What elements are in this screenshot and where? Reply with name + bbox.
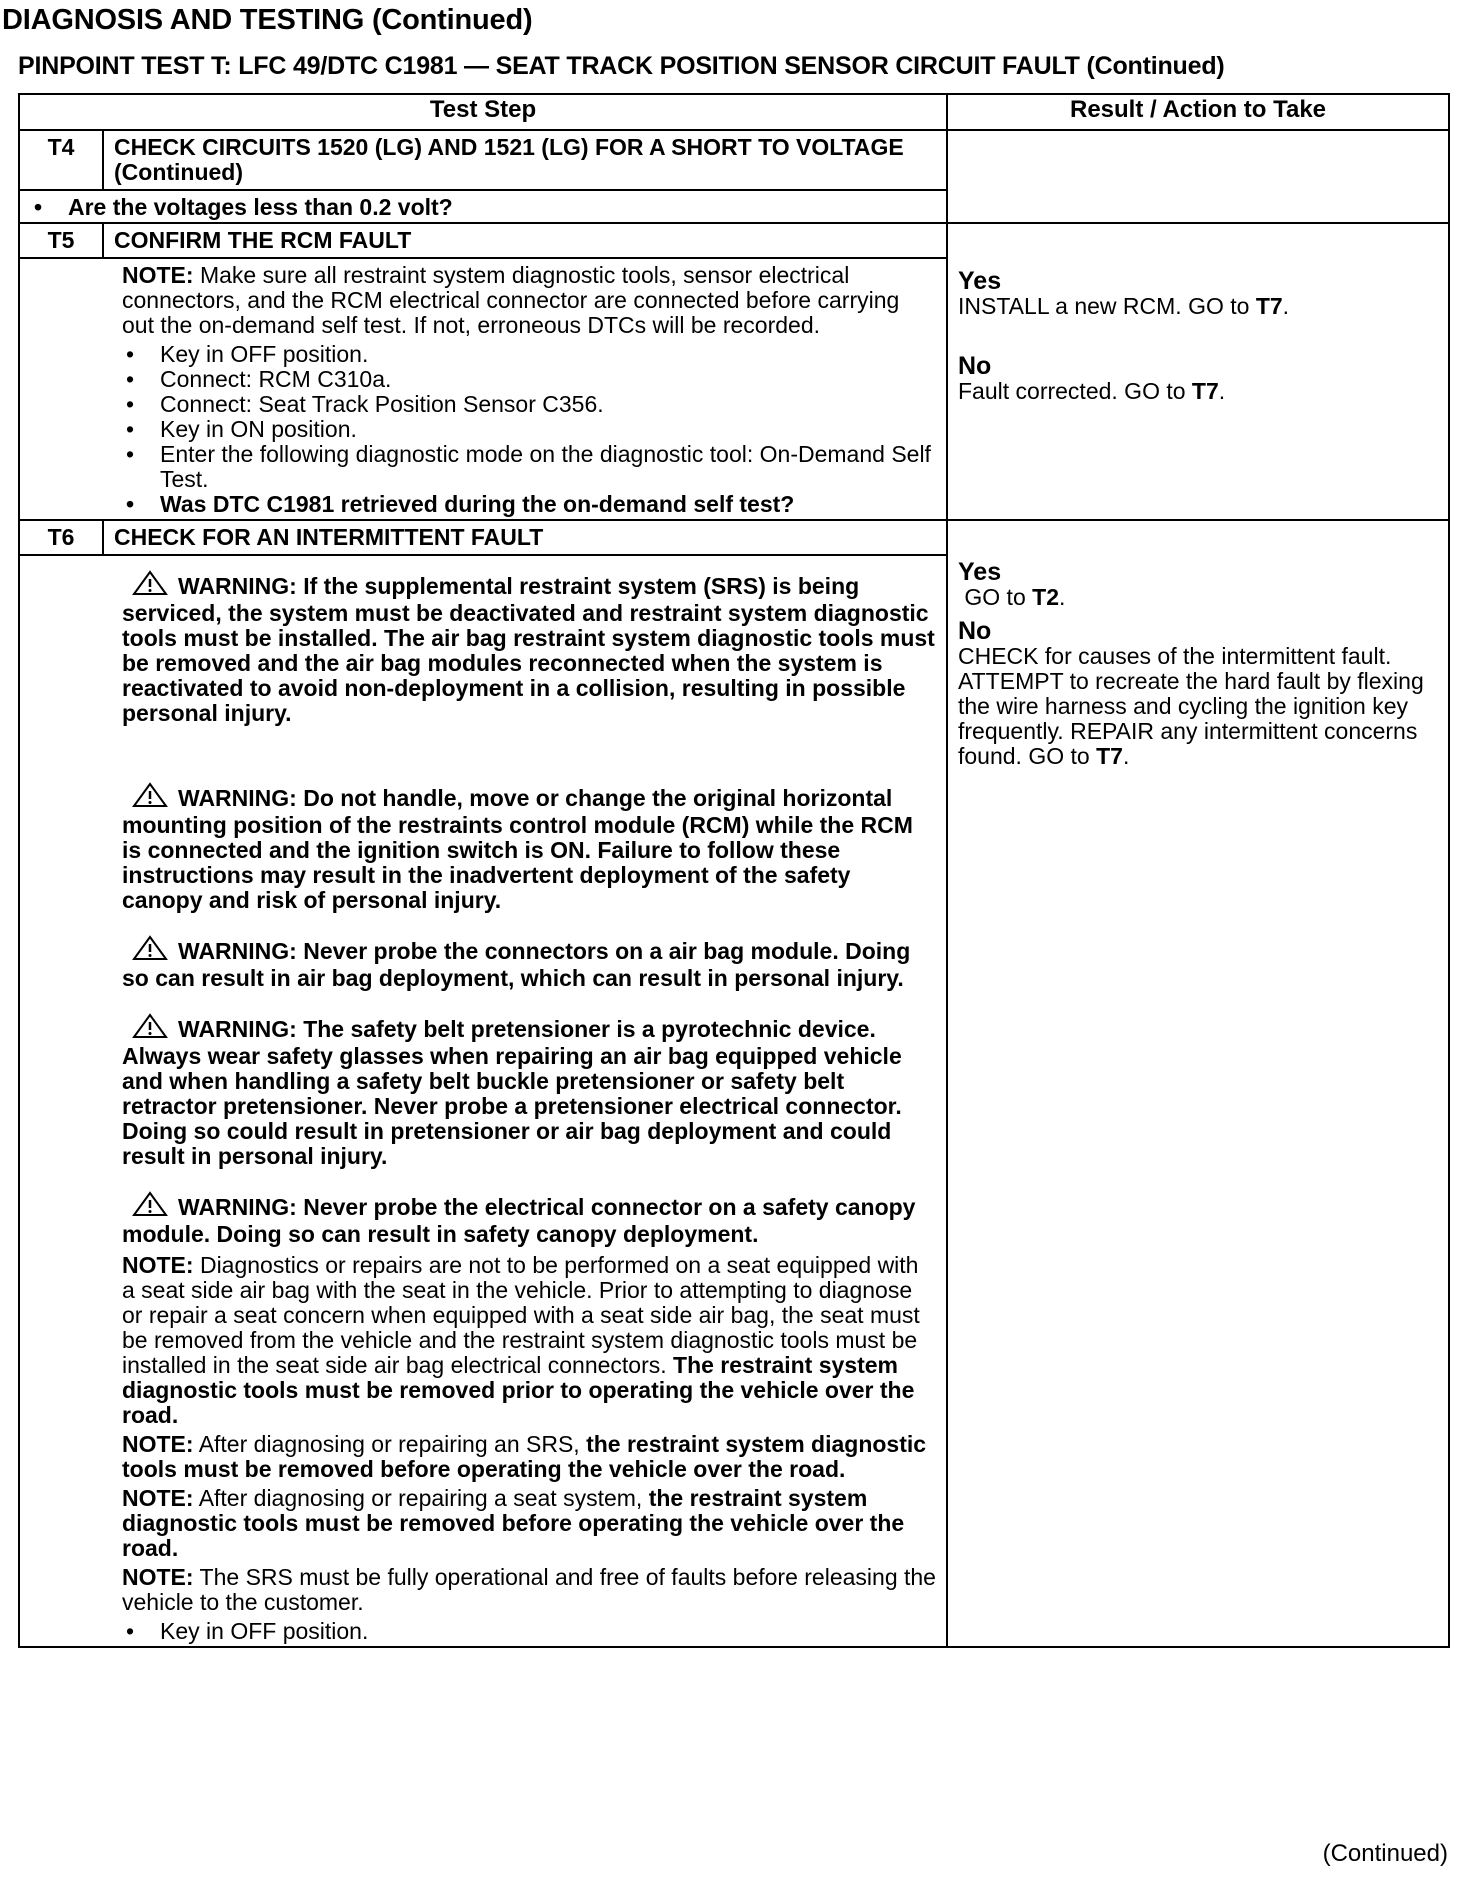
step-id-t4: T4 [19,130,103,190]
note-block: NOTE: Diagnostics or repairs are not to be performed on a seat equipped with a seat side air bag with the seat in the vehicle. Prior to attempting to diagnose or repair a seat concern when equipped with a seat side air bag, the seat must be removed from the vehicle and the restraint system diagnostic tools must be installed in the seat side air bag electrical connectors. The restraint system diagnostic tools must be removed prior to operating the vehicle over the road. [122,1252,920,1428]
list-item: • Key in OFF position. [122,1619,936,1644]
question-t5: • Was DTC C1981 retrieved during the on-demand self test? [122,492,936,517]
step-row-t5 [19,223,1449,258]
result-cell-t6 [947,520,1449,1647]
note-t5: NOTE: Make sure all restraint system diagnostic tools, sensor electrical connectors, and the RCM electrical connector are connected before carrying out the on-demand self test. If not, erroneous DTCs will be recorded. [122,262,900,338]
continued-label: (Continued) [1322,1840,1448,1867]
step-body-t4 [19,190,947,223]
question-t4: • Are the voltages less than 0.2 volt? [30,195,936,220]
step-title-t6: CHECK FOR AN INTERMITTENT FAULT [103,520,947,555]
warning-triangle-icon [132,1191,168,1222]
list-item: • Connect: Seat Track Position Sensor C356. [122,392,936,417]
warning-triangle-icon [132,935,168,966]
list-item: • Key in ON position. [122,417,936,442]
warning-block: WARNING: Do not handle, move or change the original horizontal mounting position of the restraints control module (RCM) while the RCM is connected and the ignition switch is ON. Failure to follow these instructions may result in the inadvertent deployment of the safety canopy and risk of personal injury. [122,782,936,913]
result-no-label-t5: No [958,352,992,380]
result-yes-text-t6: GO to T2. [964,584,1066,610]
note-block: NOTE: After diagnosing or repairing a seat system, the restraint system diagnostic tools must be removed before operating the vehicle over the road. [122,1485,905,1561]
step-id-t6: T6 [19,520,103,555]
note-block: NOTE: After diagnosing or repairing an SRS, the restraint system diagnostic tools must be removed before operating the vehicle over the road. [122,1431,927,1482]
step-row-t4 [19,130,1449,190]
col-header-result: Result / Action to Take [947,94,1449,130]
step-body-t5 [19,258,947,520]
warning-block: WARNING: The safety belt pretensioner is a pyrotechnic device. Always wear safety glasses when repairing an air bag equipped vehicle and when handling a safety belt buckle pretensioner or safety belt retractor pretensioner. Never probe a pretensioner electrical connector. Doing so could result in pretensioner or air bag deployment and could result in personal injury. [122,1013,936,1169]
page-subtitle: PINPOINT TEST T: LFC 49/DTC C1981 — SEAT TRACK POSITION SENSOR CIRCUIT FAULT (Continued) [18,52,1225,80]
list-item: • Key in OFF position. [122,342,936,367]
warning-block: WARNING: Never probe the electrical connector on a safety canopy module. Doing so can result in safety canopy deployment. [122,1191,936,1247]
step-row-t6 [19,520,1449,555]
result-no-label-t6: No [958,617,992,645]
list-item: • Enter the following diagnostic mode on the diagnostic tool: On-Demand Self Test. [122,442,936,492]
warning-block: WARNING: If the supplemental restraint system (SRS) is being serviced, the system must be deactivated and restraint system diagnostic tools must be installed. The air bag restraint system diagnostic tools must be removed and the air bag modules reconnected when the system is reactivated to avoid non-deployment in a collision, resulting in possible personal injury. [122,570,936,726]
page-title: DIAGNOSIS AND TESTING (Continued) [2,4,533,36]
result-cell-t4 [947,130,1449,223]
result-yes-label-t5: Yes [958,267,1002,295]
step-body-t6 [19,555,947,1647]
pinpoint-test-table [18,93,1450,1648]
bullet-list-t6 [122,1619,936,1644]
step-title-t5: CONFIRM THE RCM FAULT [103,223,947,258]
result-no-text-t5: Fault corrected. GO to T7. [958,378,1226,404]
result-cell-t5 [947,223,1449,520]
result-yes-label-t6: Yes [958,558,1002,586]
list-item: • Connect: RCM C310a. [122,367,936,392]
warning-triangle-icon [132,782,168,813]
step-id-t5: T5 [19,223,103,258]
step-title-t4: CHECK CIRCUITS 1520 (LG) AND 1521 (LG) FOR A SHORT TO VOLTAGE (Continued) [103,130,947,190]
bullet-list-t5 [122,342,936,517]
note-block: NOTE: The SRS must be fully operational and free of faults before releasing the vehicle to the customer. [122,1564,936,1615]
result-no-text-t6: CHECK for causes of the intermittent fault. ATTEMPT to recreate the hard fault by flexing the wire harness and cycling the ignition key frequently. REPAIR any intermittent concerns found. GO to T7. [958,643,1424,769]
warning-block: WARNING: Never probe the connectors on a air bag module. Doing so can result in air bag deployment, which can result in personal injury. [122,935,936,991]
warning-triangle-icon [132,1013,168,1044]
result-yes-text-t5: INSTALL a new RCM. GO to T7. [958,293,1290,319]
warning-triangle-icon [132,570,168,601]
col-header-test-step: Test Step [19,94,947,130]
table-header-row [19,94,1449,130]
